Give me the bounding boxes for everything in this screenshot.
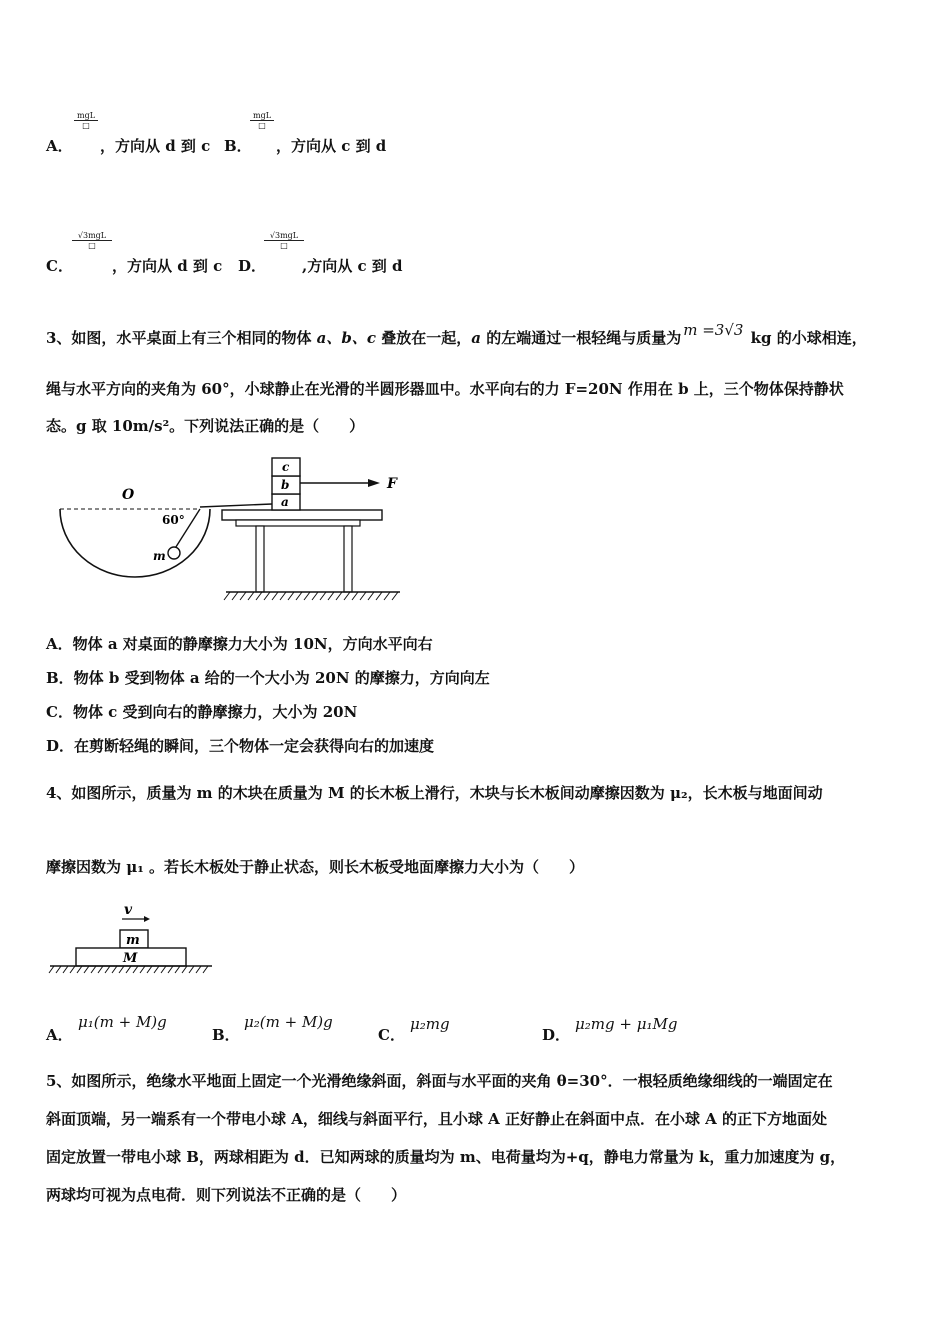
q2-option-c-fraction <box>72 231 112 250</box>
q5-stem-line-3: 固定放置一带电小球 B，两球相距为 d．已知两球的质量均为 m、电荷量均为+q，静电力常量为 k，重力加速度为 g， <box>46 1148 846 1166</box>
q3-stem-line-1 <box>46 321 867 348</box>
q3-stem-part: 叠放在一起， <box>376 329 472 347</box>
q3-option-a: A．物体 a 对桌面的静摩擦力大小为 10N，方向水平向右 <box>46 635 433 653</box>
ball <box>168 547 180 559</box>
label-m: m <box>153 549 166 563</box>
fraction-denominator: □ <box>280 241 288 250</box>
q3-mass-expression: m =3√3 <box>683 321 744 339</box>
velocity-arrow-head <box>144 916 150 922</box>
q5-stem-line-4: 两球均可视为点电荷．则下列说法不正确的是（ ） <box>46 1186 407 1204</box>
q3-stem-line-2: 绳与水平方向的夹角为 60°，小球静止在光滑的半圆形器皿中。水平向右的力 F=20N 作用在 b 上，三个物体保持静状 <box>46 380 844 398</box>
q2-option-a-text: ，方向从 d 到 c <box>100 137 211 155</box>
q4-option-d-expression: μ₂mg + μ₁Mg <box>575 1015 678 1033</box>
q2-option-b-text: ，方向从 c 到 d <box>276 137 387 155</box>
ground-hatching <box>224 592 398 600</box>
fraction-numerator: √3mgL <box>72 231 112 241</box>
q4-option-a-expression: μ₁(m + M)g <box>78 1013 167 1031</box>
label-o: O <box>122 487 135 503</box>
q3-figure <box>50 452 410 610</box>
q3-stem-line-3: 态。g 取 10m/s²。下列说法正确的是（ ） <box>46 417 365 435</box>
semicircle-bowl <box>60 509 210 577</box>
table-leg-left <box>256 526 264 592</box>
fraction-numerator: mgL <box>250 111 274 121</box>
q2-option-a-fraction <box>74 111 98 130</box>
ground-hatching <box>49 966 208 973</box>
table-apron <box>236 520 360 526</box>
fraction-numerator: mgL <box>74 111 98 121</box>
q4-figure <box>48 898 216 978</box>
q3-option-d: D．在剪断轻绳的瞬间，三个物体一定会获得向右的加速度 <box>46 737 435 755</box>
q3-stem-part: 的左端通过一根轻绳与质量为 <box>480 329 682 347</box>
q3-option-c: C．物体 c 受到向右的静摩擦力，大小为 20N <box>46 703 358 721</box>
q2-option-d-text: ,方向从 c 到 d <box>302 257 403 275</box>
q4-stem-line-2: 摩擦因数为 μ₁ 。若长木板处于静止状态，则长木板受地面摩擦力大小为（ ） <box>46 858 584 876</box>
label-angle: 60° <box>162 513 185 527</box>
q2-option-d-label: D． <box>238 257 267 275</box>
q2-option-b-fraction <box>250 111 274 130</box>
label-m: m <box>126 933 140 948</box>
label-v: v <box>124 902 133 918</box>
q4-option-c-label: C． <box>378 1026 405 1044</box>
q4-stem-line-1: 4、如图所示，质量为 m 的木块在质量为 M 的长木板上滑行，木块与长木板间动摩擦因数为 μ₂，长木板与地面间动 <box>46 784 823 802</box>
q4-option-d-label: D． <box>542 1026 571 1044</box>
q4-option-b-label: B． <box>212 1026 240 1044</box>
q3-stem-part: 3、如图，水平桌面上有三个相同的物体 <box>46 329 317 347</box>
q4-option-c-expression: μ₂mg <box>410 1015 450 1033</box>
rope-horizontal <box>200 504 272 507</box>
q4-option-b-expression: μ₂(m + M)g <box>244 1013 333 1031</box>
q3-option-b: B．物体 b 受到物体 a 给的一个大小为 20N 的摩擦力，方向向左 <box>46 669 490 687</box>
table-leg-right <box>344 526 352 592</box>
label-b: b <box>281 478 290 492</box>
label-f: F <box>387 476 397 492</box>
q2-option-c-text: ，方向从 d 到 c <box>112 257 223 275</box>
q2-option-c-label: C． <box>46 257 73 275</box>
fraction-denominator: □ <box>258 121 266 130</box>
label-c: c <box>282 460 290 474</box>
q4-option-a-label: A． <box>46 1026 73 1044</box>
label-big-m: M <box>123 951 138 966</box>
q5-stem-line-2: 斜面顶端，另一端系有一个带电小球 A，细线与斜面平行，且小球 A 正好静止在斜面中点．在小球 A 的正下方地面处 <box>46 1110 828 1128</box>
fraction-numerator: √3mgL <box>264 231 304 241</box>
label-a: a <box>281 495 289 509</box>
q2-option-d-fraction <box>264 231 304 250</box>
table-top <box>222 510 382 520</box>
fraction-denominator: □ <box>82 121 90 130</box>
q5-stem-line-1: 5、如图所示，绝缘水平地面上固定一个光滑绝缘斜面，斜面与水平面的夹角 θ=30°．一根轻质绝缘细线的一端固定在 <box>46 1072 833 1090</box>
q3-stem-vars: a、b、c <box>316 329 377 347</box>
q3-stem-part: kg 的小球相连， <box>745 329 867 347</box>
fraction-denominator: □ <box>88 241 96 250</box>
q2-option-a-label: A． <box>46 137 73 155</box>
q2-option-b-label: B． <box>224 137 252 155</box>
force-arrow-head <box>368 479 380 487</box>
q3-stem-var-a: a <box>471 329 481 347</box>
